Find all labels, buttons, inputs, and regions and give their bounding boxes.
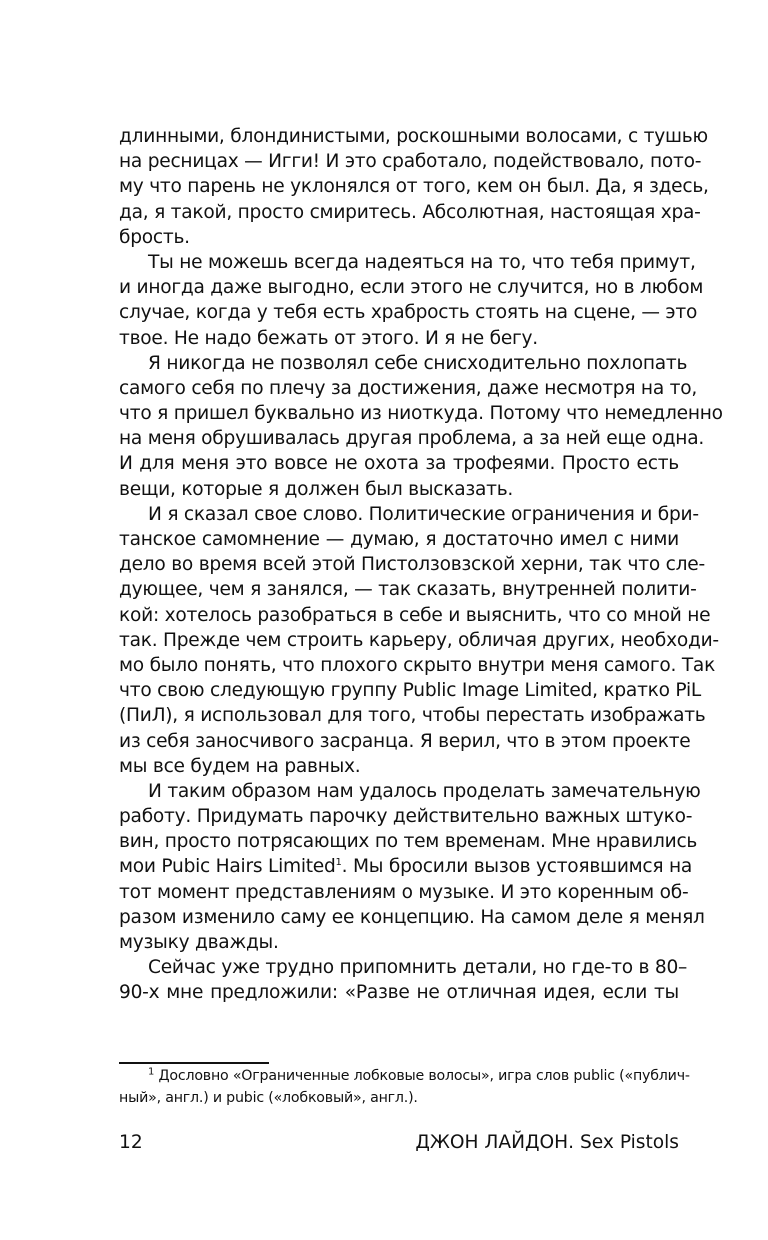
text-line: на меня обрушивалась другая проблема, а за ней еще одна. bbox=[119, 428, 705, 450]
text-line: дующее, чем я занялся, — так сказать, внутренней полити- bbox=[119, 579, 697, 601]
paragraph-first-line: И я сказал свое слово. Политические ограничения и бри- bbox=[148, 503, 699, 525]
text-line: что я пришел буквально из ниоткуда. Потому что немедленно bbox=[119, 403, 723, 425]
text-line: брость. bbox=[119, 226, 190, 248]
text-line-with-footnote bbox=[119, 854, 693, 879]
text-line: длинными, блондинистыми, роскошными волосами, с тушью bbox=[119, 126, 708, 147]
footnote-marker: 1 bbox=[335, 857, 342, 869]
text-line: самого себя по плечу за достижения, даже несмотря на то, bbox=[119, 377, 698, 399]
page-number: 12 bbox=[119, 1132, 143, 1153]
text-line: так. Прежде чем строить карьеру, обличая других, необходи- bbox=[119, 629, 719, 651]
running-head: ДЖОН ЛАЙДОН. Sex Pistols bbox=[415, 1132, 679, 1153]
text-line: мо было понять, что плохого скрыто внутри меня самого. Так bbox=[119, 654, 716, 676]
text-line: вин, просто потрясающих по тем временам. Мне нравились bbox=[119, 831, 698, 853]
text-line: вещи, которые я должен был высказать. bbox=[119, 478, 514, 500]
text-line: да, я такой, просто смиритесь. Абсолютная, настоящая хра- bbox=[119, 201, 701, 223]
text-line: и иногда даже выгодно, если этого не случится, но в любом bbox=[119, 277, 704, 299]
footnote-line: ный», англ.) и pubic («лобковый», англ.). bbox=[119, 1089, 418, 1106]
text-line: случае, когда у тебя есть храбрость стоять на сцене, — это bbox=[119, 302, 698, 324]
footnote-number: 1 bbox=[148, 1066, 155, 1078]
text-line: твое. Не надо бежать от этого. И я не бегу. bbox=[119, 327, 538, 349]
text-line: кой: хотелось разобраться в себе и выяснить, что со мной не bbox=[119, 604, 711, 626]
text-line: разом изменило саму ее концепцию. На самом деле я менял bbox=[119, 906, 705, 928]
footnote-text: Дословно «Ограниченные лобковые волосы», игра слов public («публич- bbox=[158, 1068, 690, 1084]
text-line: на ресницах — Игги! И это сработало, подействовало, пото- bbox=[119, 151, 702, 173]
text-line: танское самомнение — думаю, я достаточно имел с ними bbox=[119, 529, 679, 550]
text-line: что свою следующую группу Public Image Limited, кратко PiL bbox=[119, 680, 702, 702]
footnote-line bbox=[119, 1066, 690, 1088]
text-line: дело во время всей этой Пистолзовзской херни, так что сле- bbox=[119, 554, 705, 576]
paragraph-first-line: Ты не можешь всегда надеяться на то, что тебя примут, bbox=[148, 251, 696, 273]
text-line: (ПиЛ), я использовал для того, чтобы перестать изображать bbox=[119, 705, 706, 727]
text-line: 90-х мне предложили: «Разве не отличная идея, если ты bbox=[119, 982, 679, 1004]
paragraph-first-line: И таким образом нам удалось проделать замечательную bbox=[148, 780, 701, 802]
body-text bbox=[119, 124, 723, 1006]
text-line: му что парень не уклонялся от того, кем он был. Да, я здесь, bbox=[119, 176, 709, 198]
text-line: из себя заносчивого засранца. Я верил, что в этом проекте bbox=[119, 730, 691, 752]
text-line: музыку дважды. bbox=[119, 932, 279, 953]
text-line: мы все будем на равных. bbox=[119, 755, 361, 777]
text-line: работу. Придумать парочку действительно важных штуко- bbox=[119, 806, 693, 828]
text-fragment: мои Pubic Hairs Limited bbox=[119, 856, 336, 878]
paragraph-first-line: Сейчас уже трудно припомнить детали, но где-то в 80– bbox=[148, 957, 688, 979]
paragraph-first-line: Я никогда не позволял себе снисходительно похлопать bbox=[148, 352, 688, 374]
text-line: тот момент представлениям о музыке. И это коренным об- bbox=[119, 881, 689, 903]
footnote-divider bbox=[119, 1062, 269, 1064]
text-line: И для меня это вовсе не охота за трофеями. Просто есть bbox=[119, 453, 679, 475]
footnote bbox=[119, 1066, 690, 1109]
text-fragment: . Мы бросили вызов устоявшимся на bbox=[341, 856, 693, 878]
page-footer bbox=[119, 1131, 679, 1155]
